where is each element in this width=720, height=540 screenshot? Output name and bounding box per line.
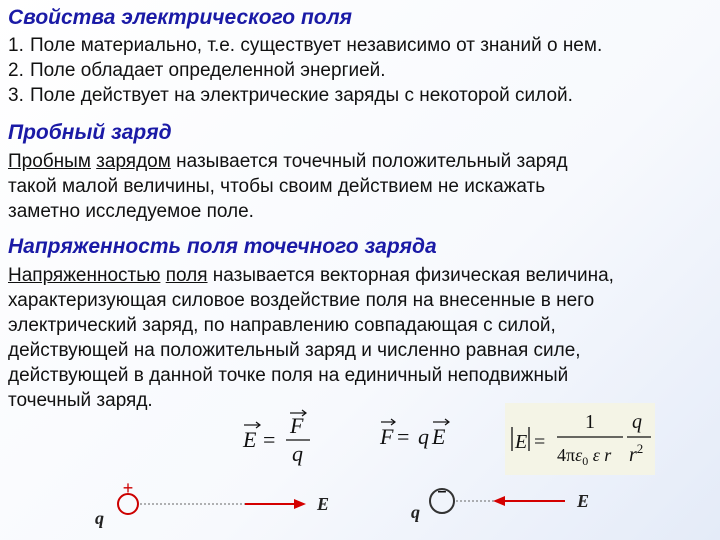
equals-sign: = xyxy=(534,431,546,453)
formula-e-equals-f-over-q xyxy=(238,405,318,467)
formula-q: q xyxy=(292,441,303,466)
formula-e: E xyxy=(432,424,446,449)
field-strength-definition: Напряженностью поля называется векторная физическая величина, характеризующая силовое воздействие поля на внесенные в него электрический заряд, по направлению совпадающая с силой, действующей на положительный заряд и численно равная силе, действующей в данной точке поля на единичный неподвижный точечный заряд. xyxy=(8,265,614,411)
charge-label-q: q xyxy=(411,502,420,522)
term-zaryadom: зарядом xyxy=(96,151,171,172)
formula-r-squared: $r^2$ xyxy=(629,441,644,466)
formula-e: E xyxy=(515,431,528,453)
negative-charge-diagram xyxy=(425,480,625,530)
heading-test-charge: Пробный заряд xyxy=(8,121,172,144)
list-item: 2. Поле обладает определенной энергией. xyxy=(8,60,386,81)
term-polya: поля xyxy=(165,265,208,286)
formula-f: F xyxy=(290,413,304,438)
list-item: 1. Поле материально, т.е. существует независимо от знаний о нем. xyxy=(8,35,603,56)
minus-sign: – xyxy=(437,483,447,500)
formula-coulomb-field xyxy=(505,403,655,475)
positive-charge-diagram xyxy=(80,480,340,530)
formula-q: q xyxy=(418,424,429,449)
formula-f: F xyxy=(380,424,394,449)
list-item: 3. Поле действует на электрические заряды с некоторой силой. xyxy=(8,85,573,106)
formula-q: q xyxy=(632,411,642,433)
plus-sign: + xyxy=(122,480,134,498)
formula-f-equals-qe xyxy=(375,410,455,450)
formula-one: 1 xyxy=(585,411,595,433)
properties-list xyxy=(8,33,602,108)
term-probnym: Пробным xyxy=(8,151,91,172)
equals-sign: = xyxy=(397,424,410,449)
test-charge-definition: Пробным зарядом называется точечный положительный заряд такой малой величины, чтобы своим действием не искажать заметно исследуемое поле. xyxy=(8,151,568,222)
arrow-right-icon xyxy=(294,499,306,509)
equals-sign: = xyxy=(263,427,276,452)
field-label-e: E xyxy=(317,494,330,514)
heading-field-properties: Свойства электрического поля xyxy=(8,6,353,29)
field-label-e: E xyxy=(577,491,590,511)
formula-e: E xyxy=(243,427,257,452)
formula-denominator: $4\pi\varepsilon_0$ ε r xyxy=(557,445,612,468)
term-napryazhennostyu: Напряженностью xyxy=(8,265,161,286)
charge-label-q: q xyxy=(95,508,104,528)
heading-field-strength: Напряженность поля точечного заряда xyxy=(8,235,437,258)
